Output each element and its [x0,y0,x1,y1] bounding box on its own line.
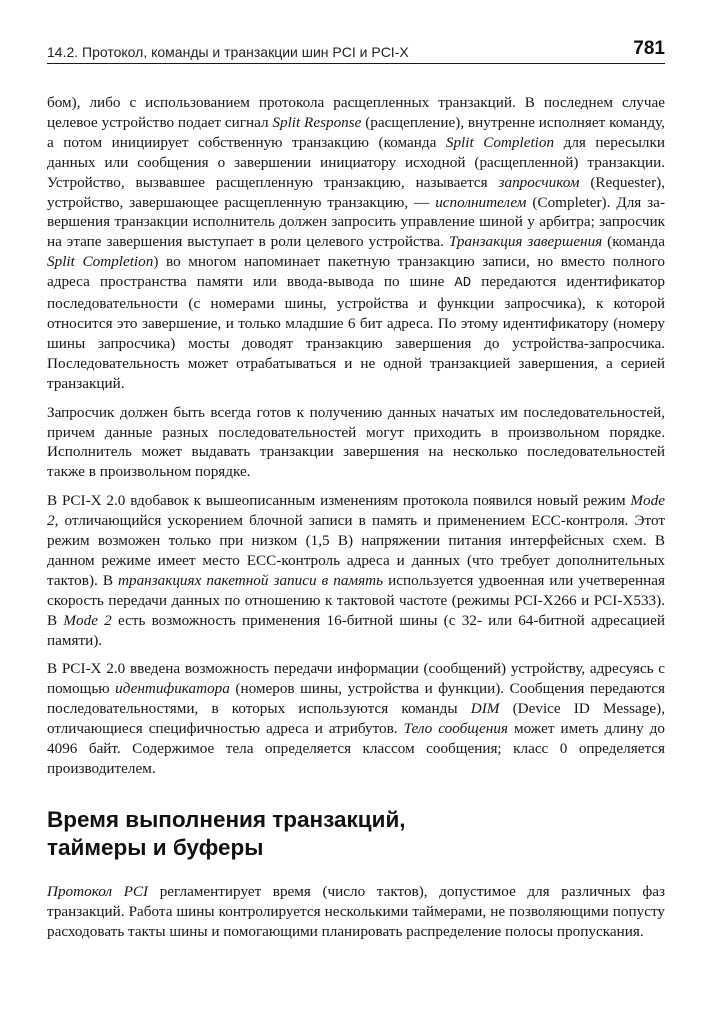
italic-term: Mode 2 [63,611,112,629]
text-run: (Device ID Message), отличающиеся специфичностью адреса и атрибутов. [47,700,665,738]
italic-term: Split Completion [47,253,154,271]
section-heading [47,806,665,862]
italic-term: запросчиком [498,173,580,191]
book-page [47,36,665,942]
running-head [47,36,665,64]
paragraph-requester-readiness [47,403,665,483]
italic-term: идентификатора [115,680,230,698]
text-run: (Requester), устройство, завершающее расщепленную транзакцию, — [47,173,665,211]
running-head-section-title: 14.2. Протокол, команды и транзакции шин PCI и PCI-X [47,44,409,60]
text-run: передаются идентификатор последовательности (с номерами шины, устройства и функции запросчика), к которой относится это завершение, и только младшие 6 бит адреса. По этому идентификатору (номеру шины запросчика) мосты доводят транзакцию завершения до устройства-запросчика. Последовательность может отрабатываться и не одной транзакцией завершения, а серией транзакций. [47,273,666,392]
body-text [47,93,665,779]
text-run: , отличающийся ускорением блочной записи в память и применением ECC-контроля. Этот режим возможен только при низком (1,5 В) напряжении питания интерфейсных схем. В данном режиме имеет место ECC-контроль адреса и данных (что требует дополнительных тактов). В [47,512,665,589]
text-run: (Completer). Для завершения транзакции исполнитель должен запросить управление шиной у арбитра; запросчик на этапе завершения выступает в роли целевого устройства. [47,193,665,251]
section-heading-line-1: Время выполнения транзакций, [47,806,406,832]
text-run: В PCI-X 2.0 введена возможность передачи информации (сообщений) устройству, адресуясь с помощью [47,660,665,698]
text-run: (расщепление), внутренне исполняет команду, а потом инициирует собственную транзакцию (команда [47,113,665,151]
text-run: используется удвоенная или учетверенная скорость передачи данных по отношению к тактовой частоте (режимы PCI-X266 и PCI-X533). В [47,571,666,629]
text-run: регламентирует время (число тактов), допустимое для различных фаз транзакций. Работа шины контролируется несколькими таймерами, не позволяющими попусту расходовать такты шины и помогающими планировать распределение полосы пропускания. [47,882,665,940]
italic-term: Протокол PCI [47,882,149,900]
paragraph-pci-timing [47,882,665,942]
paragraph-dim-messages [47,659,665,778]
text-run: для пересылки данных или сообщения о завершении инициатору исходной (расщепленной) транзакции. Устройство, вызвавшее расщепленную транзакцию, называется [47,133,666,191]
text-run: (номеров шины, устройства и функции). Сообщения передаются последовательностями, в которых используются команды [47,680,665,718]
text-run: может иметь длину до 4096 байт. Содержимое тела определяется классом сообщения; класс 0 определяется производителем. [47,720,665,777]
italic-term: Split Response [272,113,362,131]
bus-signal-name: AD [454,275,472,292]
italic-term: Split Completion [445,133,555,151]
italic-term: Тело сообщения [403,720,508,738]
italic-term: Транзакция завершения [448,233,603,251]
text-run: В PCI-X 2.0 вдобавок к вышеописанным изменениям протокола появился новый режим [47,492,631,510]
italic-term: Mode 2 [47,492,665,530]
paragraph-split-transactions [47,93,665,394]
italic-term: DIM [470,700,500,718]
italic-term: транзакциях пакетной записи в память [118,571,384,589]
text-run: (команда [602,233,665,251]
section-heading-line-2: таймеры и буферы [47,834,264,860]
page-number: 781 [633,38,665,59]
italic-term: исполнителем [435,193,527,211]
text-run: есть возможность применения 16-битной шины (с 32- или 64-битной адресацией памяти). [47,611,665,649]
text-run: ) во многом напоминает пакетную транзакцию записи, но вместо полного адреса пространства памяти или ввода-вывода по шине [47,253,665,291]
text-run: бом), либо с использованием протокола расщепленных транзакций. В последнем случае целевое устройство подает сигнал [47,94,665,131]
text-run: Запросчик должен быть всегда готов к получению данных начатых им последовательностей, причем данные разных последовательностей могут приходить в произвольном порядке. Исполнитель может выдавать транзакции завершения на несколько последовательностей также в произвольном порядке. [47,403,665,481]
paragraph-pcix-mode2 [47,491,665,650]
